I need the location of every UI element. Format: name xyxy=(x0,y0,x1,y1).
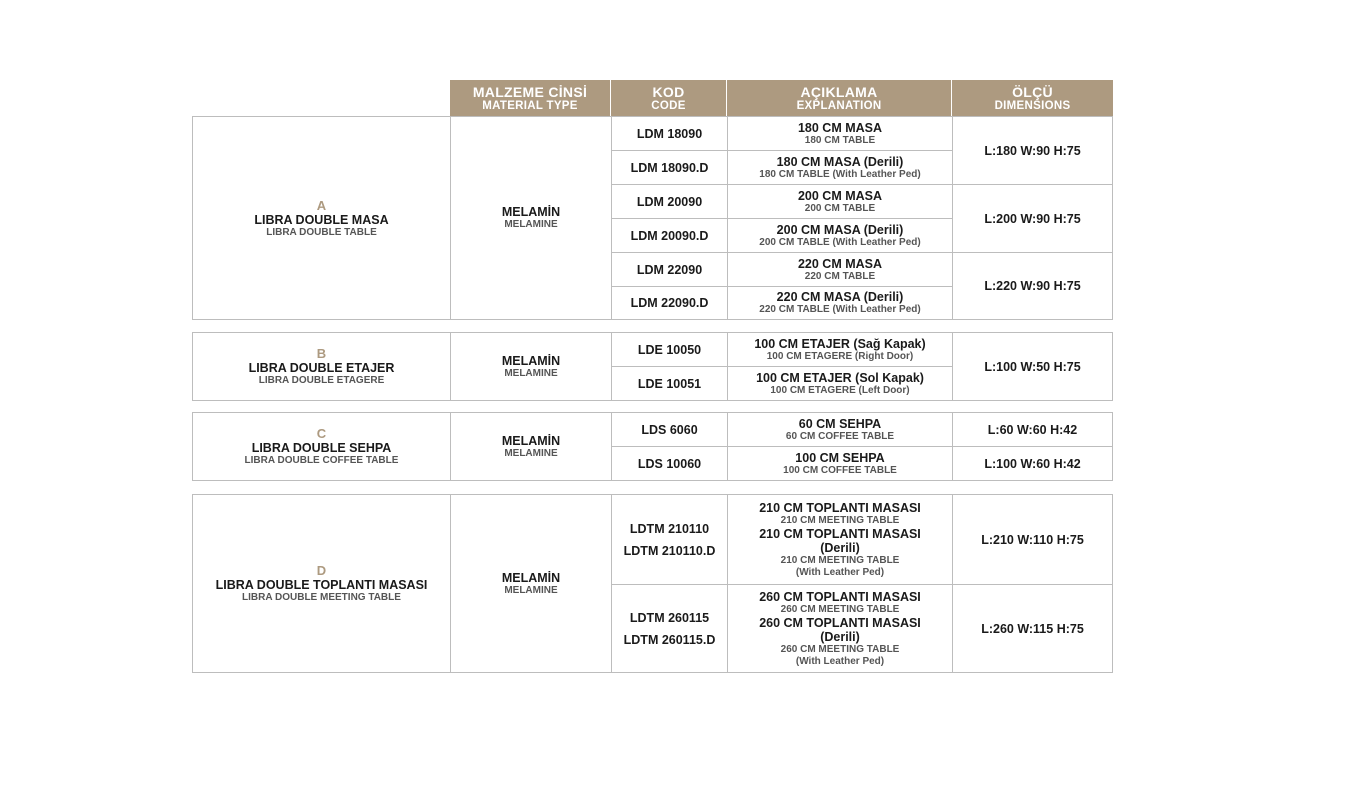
description-cell xyxy=(727,332,953,367)
description-leather-tr: 260 CM TOPLANTI MASASI xyxy=(759,615,921,630)
code-cell xyxy=(611,286,728,320)
group-b xyxy=(192,332,1113,401)
dimensions-cell xyxy=(952,116,1113,185)
product-name-tr: LIBRA DOUBLE MASA xyxy=(254,212,389,227)
dimensions-cell xyxy=(952,494,1113,585)
description-tr: 180 CM MASA xyxy=(797,120,883,135)
group-letter: A xyxy=(316,197,327,213)
description-tr: 200 CM MASA xyxy=(797,188,883,203)
description-leather-tr: 210 CM TOPLANTI MASASI xyxy=(759,526,921,541)
product-code: LDM 18090 xyxy=(636,126,703,141)
dimensions-value: L:210 W:110 H:75 xyxy=(981,532,1084,547)
material-cell xyxy=(450,412,612,481)
description-en: 100 CM ETAGERE (Right Door) xyxy=(766,350,914,362)
description-en: 100 CM ETAGERE (Left Door) xyxy=(770,384,910,396)
product-cell xyxy=(192,332,451,401)
material-cell xyxy=(450,116,612,320)
description-en: 100 CM COFFEE TABLE xyxy=(783,464,897,476)
dimensions-cell xyxy=(952,412,1113,447)
description-en: 200 CM TABLE (With Leather Ped) xyxy=(759,236,921,248)
dimensions-cell xyxy=(952,446,1113,481)
description-en: 60 CM COFFEE TABLE xyxy=(785,430,895,442)
description-leather-en-suffix: (With Leather Ped) xyxy=(795,566,885,578)
product-code: LDS 10060 xyxy=(637,456,702,471)
material-cell xyxy=(450,332,612,401)
product-name-tr: LIBRA DOUBLE TOPLANTI MASASI xyxy=(215,578,428,592)
description-leather-en: 210 CM MEETING TABLE xyxy=(780,554,900,566)
product-code: LDM 22090.D xyxy=(630,296,709,310)
material-en: MELAMINE xyxy=(504,584,558,596)
group-letter: D xyxy=(316,563,327,578)
description-en: 210 CM MEETING TABLE xyxy=(780,514,900,526)
code-cell xyxy=(611,116,728,151)
dimensions-cell xyxy=(952,584,1113,673)
code-cell xyxy=(611,412,728,447)
description-cell xyxy=(727,494,953,585)
description-en: 260 CM MEETING TABLE xyxy=(780,603,900,615)
description-tr: 210 CM TOPLANTI MASASI xyxy=(759,500,921,515)
description-tr: 100 CM ETAJER (Sağ Kapak) xyxy=(754,336,926,351)
header-material-en: MATERIAL TYPE xyxy=(482,99,578,112)
description-leather-en: 260 CM MEETING TABLE xyxy=(780,643,900,655)
product-cell xyxy=(192,412,451,481)
header-dimensions xyxy=(952,80,1113,117)
dimensions-value: L:200 W:90 H:75 xyxy=(984,211,1081,226)
dimensions-value: L:100 W:50 H:75 xyxy=(984,359,1081,374)
header-explanation-en: EXPLANATION xyxy=(796,99,882,112)
product-name-en: LIBRA DOUBLE COFFEE TABLE xyxy=(244,455,399,466)
product-code: LDS 6060 xyxy=(641,422,698,437)
description-cell xyxy=(727,116,953,151)
material-tr: MELAMİN xyxy=(501,570,561,585)
description-cell xyxy=(727,184,953,219)
description-tr: 100 CM SEHPA xyxy=(795,450,885,465)
header-code xyxy=(611,80,727,117)
description-tr: 220 CM MASA xyxy=(797,256,883,271)
description-tr: 260 CM TOPLANTI MASASI xyxy=(759,589,921,604)
description-cell xyxy=(727,412,953,447)
dimensions-value: L:60 W:60 H:42 xyxy=(987,422,1078,437)
group-c xyxy=(192,412,1113,481)
product-code: LDM 22090 xyxy=(636,262,703,277)
material-tr: MELAMİN xyxy=(501,205,561,219)
product-code: LDM 20090 xyxy=(636,194,703,209)
description-cell xyxy=(727,366,953,401)
header-explanation xyxy=(727,80,952,117)
description-cell xyxy=(727,584,953,673)
material-en: MELAMINE xyxy=(504,447,558,459)
dimensions-cell xyxy=(952,252,1113,320)
description-tr: 200 CM MASA (Derili) xyxy=(776,222,904,237)
product-name-en: LIBRA DOUBLE ETAGERE xyxy=(258,375,385,386)
product-code-leather: LDTM 260115.D xyxy=(623,632,716,647)
product-cell xyxy=(192,494,451,673)
material-cell xyxy=(450,494,612,673)
group-a xyxy=(192,116,1113,320)
dimensions-value: L:180 W:90 H:75 xyxy=(984,143,1081,158)
description-en: 220 CM TABLE xyxy=(804,270,876,282)
product-cell xyxy=(192,116,451,320)
description-tr: 60 CM SEHPA xyxy=(798,416,882,431)
product-code: LDE 10050 xyxy=(637,342,702,357)
dimensions-cell xyxy=(952,184,1113,253)
code-cell xyxy=(611,150,728,185)
description-en: 220 CM TABLE (With Leather Ped) xyxy=(759,304,921,315)
product-name-tr: LIBRA DOUBLE SEHPA xyxy=(251,441,392,455)
group-letter: C xyxy=(316,426,327,441)
material-tr: MELAMİN xyxy=(501,433,561,448)
description-tr: 100 CM ETAJER (Sol Kapak) xyxy=(756,370,924,385)
code-cell xyxy=(611,366,728,401)
material-tr: MELAMİN xyxy=(501,353,561,368)
header-material-tr: MALZEME CİNSİ xyxy=(472,83,588,100)
code-cell xyxy=(611,584,728,673)
dimensions-value: L:260 W:115 H:75 xyxy=(981,621,1084,636)
description-en: 180 CM TABLE (With Leather Ped) xyxy=(759,168,921,180)
product-name-en: LIBRA DOUBLE MEETING TABLE xyxy=(242,592,401,603)
description-leather-tr-suffix: (Derili) xyxy=(820,540,860,555)
description-leather-en-suffix: (With Leather Ped) xyxy=(795,655,885,667)
description-en: 180 CM TABLE xyxy=(804,134,876,146)
code-cell xyxy=(611,332,728,367)
header-code-en: CODE xyxy=(651,99,686,112)
description-cell xyxy=(727,150,953,185)
code-cell xyxy=(611,494,728,585)
product-code: LDM 20090.D xyxy=(630,228,709,243)
product-code: LDE 10051 xyxy=(637,376,702,391)
header-material xyxy=(450,80,611,117)
description-cell xyxy=(727,286,953,320)
description-leather-tr-suffix: (Derili) xyxy=(820,629,860,644)
description-en: 200 CM TABLE xyxy=(804,202,876,214)
dimensions-value: L:220 W:90 H:75 xyxy=(984,279,1081,293)
group-letter: B xyxy=(316,346,327,361)
header-dimensions-en: DIMENSIONS xyxy=(994,99,1071,112)
group-d xyxy=(192,494,1113,673)
header-explanation-tr: AÇIKLAMA xyxy=(800,83,878,100)
code-cell xyxy=(611,446,728,481)
code-cell xyxy=(611,184,728,219)
product-code-leather: LDTM 210110.D xyxy=(623,543,716,558)
code-cell xyxy=(611,252,728,287)
product-code: LDTM 260115 xyxy=(629,610,710,625)
description-cell xyxy=(727,218,953,253)
product-name-en: LIBRA DOUBLE TABLE xyxy=(266,226,377,238)
code-cell xyxy=(611,218,728,253)
header-code-tr: KOD xyxy=(652,83,685,100)
dimensions-value: L:100 W:60 H:42 xyxy=(984,456,1081,471)
product-name-tr: LIBRA DOUBLE ETAJER xyxy=(248,361,395,375)
material-en: MELAMINE xyxy=(504,219,558,230)
description-tr: 220 CM MASA (Derili) xyxy=(776,290,904,304)
description-cell xyxy=(727,446,953,481)
description-tr: 180 CM MASA (Derili) xyxy=(776,154,904,169)
description-cell xyxy=(727,252,953,287)
product-code: LDTM 210110 xyxy=(629,521,710,536)
material-en: MELAMINE xyxy=(504,367,558,379)
product-code: LDM 18090.D xyxy=(630,160,709,175)
header-dimensions-tr: ÖLÇÜ xyxy=(1012,83,1053,100)
dimensions-cell xyxy=(952,332,1113,401)
